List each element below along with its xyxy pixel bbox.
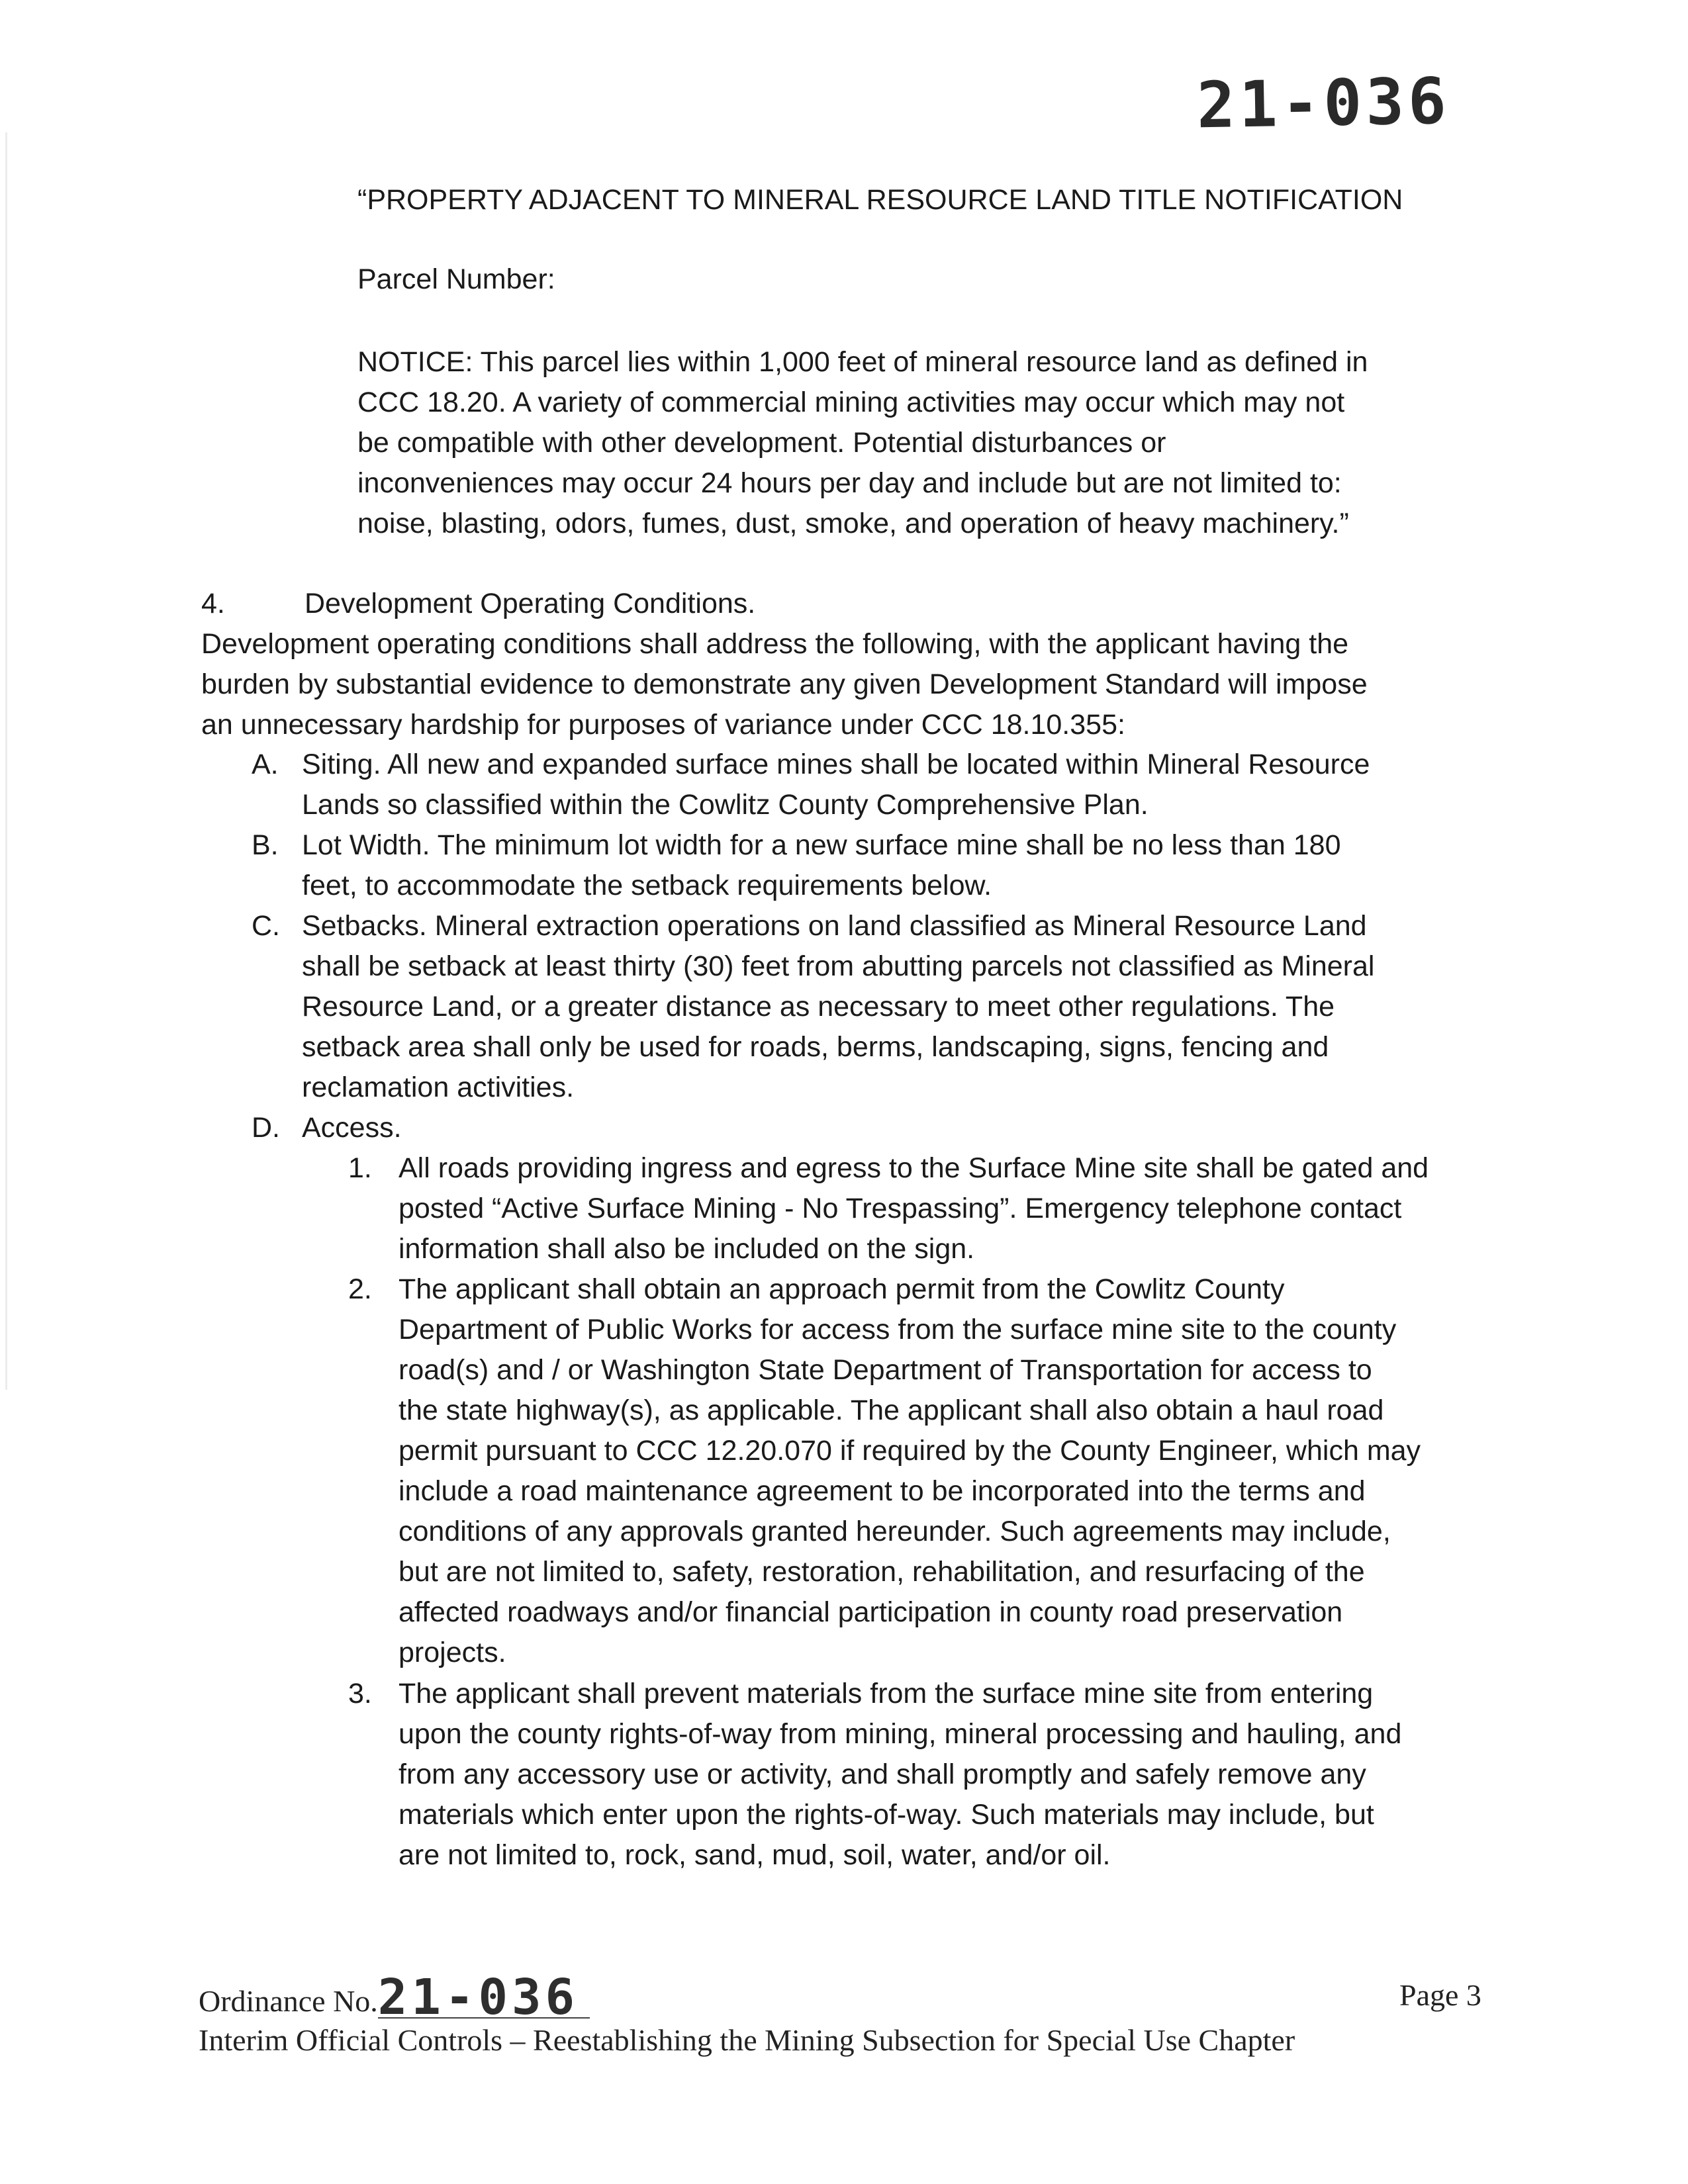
page-number: Page 3 — [1399, 1978, 1481, 2012]
list-line: posted “Active Surface Mining - No Trespassing”. Emergency telephone contact — [399, 1193, 1402, 1224]
footer-subtitle: Interim Official Controls – Reestablishing the Mining Subsection for Special Use Chapter — [199, 2023, 1295, 2057]
list-marker: A. — [252, 749, 279, 780]
list-line: The applicant shall prevent materials from the surface mine site from entering — [399, 1678, 1374, 1709]
list-line: Lands so classified within the Cowlitz County Comprehensive Plan. — [302, 789, 1149, 821]
list-line: road(s) and / or Washington State Department of Transportation for access to — [399, 1354, 1372, 1386]
intro-line: burden by substantial evidence to demonstrate any given Development Standard will impose — [201, 668, 1368, 700]
notice-line: inconveniences may occur 24 hours per day and include but are not limited to: — [357, 467, 1342, 499]
list-line: permit pursuant to CCC 12.20.070 if required by the County Engineer, which may — [399, 1435, 1421, 1467]
list-line: include a road maintenance agreement to be incorporated into the terms and — [399, 1475, 1366, 1507]
notice-line: NOTICE: This parcel lies within 1,000 feet of mineral resource land as defined in — [357, 346, 1368, 378]
notice-paragraph — [357, 342, 1368, 544]
list-line: The applicant shall obtain an approach permit from the Cowlitz County — [399, 1273, 1285, 1305]
list-line: but are not limited to, safety, restoration, rehabilitation, and resurfacing of the — [399, 1556, 1365, 1588]
section-number: 4. — [201, 588, 225, 619]
scan-edge — [5, 132, 7, 1390]
list-line: Department of Public Works for access from the surface mine site to the county — [399, 1314, 1397, 1345]
intro-line: Development operating conditions shall address the following, with the applicant having the — [201, 628, 1349, 660]
list-line: Resource Land, or a greater distance as necessary to meet other regulations. The — [302, 991, 1335, 1023]
list-marker: C. — [252, 910, 280, 942]
footer-ordinance — [199, 1969, 590, 2026]
list-line: upon the county rights-of-way from mining, mineral processing and hauling, and — [399, 1718, 1402, 1750]
list-line: Setbacks. Mineral extraction operations on land classified as Mineral Resource Land — [302, 910, 1367, 942]
list-marker: B. — [252, 829, 279, 861]
notification-title: “PROPERTY ADJACENT TO MINERAL RESOURCE LAND TITLE NOTIFICATION — [357, 184, 1403, 216]
list-line: All roads providing ingress and egress to the Surface Mine site shall be gated and — [399, 1152, 1429, 1184]
section-title: Development Operating Conditions. — [305, 588, 756, 619]
list-line: materials which enter upon the rights-of-way. Such materials may include, but — [399, 1799, 1374, 1831]
list-line: information shall also be included on the sign. — [399, 1233, 975, 1265]
list-marker: 1. — [348, 1152, 372, 1184]
intro-line: an unnecessary hardship for purposes of variance under CCC 18.10.355: — [201, 709, 1125, 741]
parcel-number-label: Parcel Number: — [357, 263, 555, 295]
notice-line: be compatible with other development. Potential disturbances or — [357, 427, 1166, 459]
list-line: Lot Width. The minimum lot width for a new surface mine shall be no less than 180 — [302, 829, 1341, 861]
list-line: reclamation activities. — [302, 1071, 575, 1103]
ordinance-label: Ordinance No. — [199, 1984, 378, 2018]
list-line: the state highway(s), as applicable. The applicant shall also obtain a haul road — [399, 1394, 1384, 1426]
section-4-heading — [201, 584, 755, 624]
list-line: Siting. All new and expanded surface mines shall be located within Mineral Resource — [302, 749, 1370, 780]
list-marker: 2. — [348, 1273, 372, 1305]
section-4-intro — [201, 624, 1368, 745]
ordinance-stamp-top: 21-036 — [1196, 64, 1451, 143]
list-line: shall be setback at least thirty (30) feet from abutting parcels not classified as Mineral — [302, 950, 1375, 982]
list-line: are not limited to, rock, sand, mud, soil, water, and/or oil. — [399, 1839, 1111, 1871]
list-line: from any accessory use or activity, and shall promptly and safely remove any — [399, 1758, 1366, 1790]
ordinance-number-stamp: 21-036 — [378, 1978, 590, 2019]
list-marker: 3. — [348, 1678, 372, 1709]
list-marker: D. — [252, 1112, 280, 1144]
list-line: Access. — [302, 1112, 402, 1144]
notice-line: noise, blasting, odors, fumes, dust, smoke, and operation of heavy machinery.” — [357, 508, 1349, 539]
list-line: feet, to accommodate the setback requirements below. — [302, 870, 992, 901]
list-line: setback area shall only be used for roads, berms, landscaping, signs, fencing and — [302, 1031, 1329, 1063]
list-line: affected roadways and/or financial participation in county road preservation — [399, 1596, 1343, 1628]
list-line: projects. — [399, 1637, 506, 1668]
notice-line: CCC 18.20. A variety of commercial mining activities may occur which may not — [357, 387, 1345, 418]
list-line: conditions of any approvals granted hereunder. Such agreements may include, — [399, 1516, 1391, 1547]
